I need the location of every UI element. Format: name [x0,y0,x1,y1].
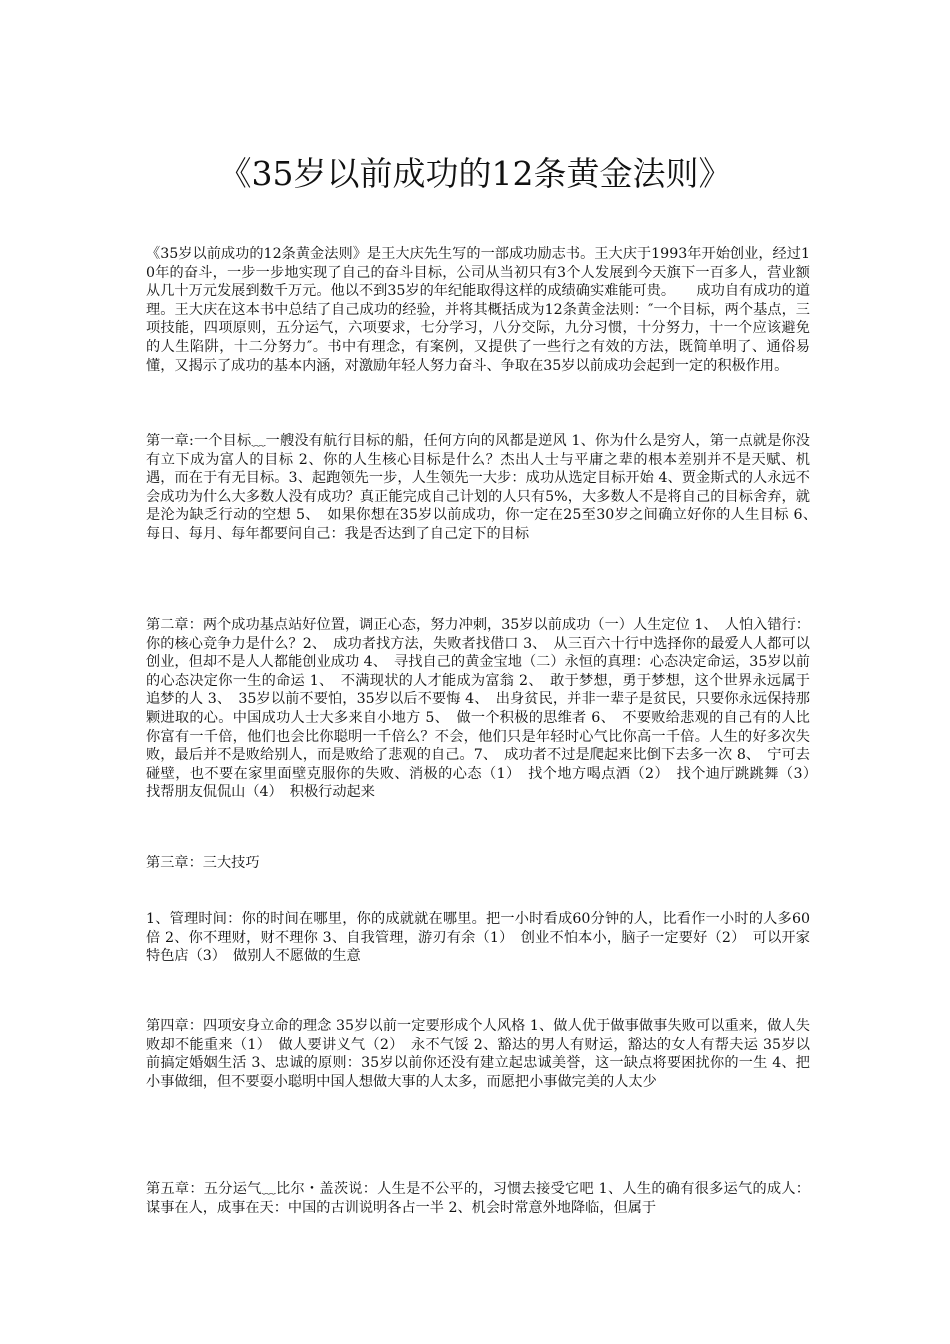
intro-paragraph: 《35岁以前成功的12条黄金法则》是王大庆先生写的一部成功励志书。王大庆于1993年开始创业，经过10年的奋斗，一步一步地实现了自己的奋斗目标，公司从当初只有3个人发展到今天旗下一百多人，营业额从几十万元发展到数千万元。他以不到35岁的年纪能取得这样的成绩确实难能可贵。 成功自有成功的道理。王大庆在这本书中总结了自己成功的经验，并将其概括成为12条黄金法则：″一个目标，两个基点，三项技能，四项原则，五分运气，六项要求，七分学习，八分交际，九分习惯，十分努力，十一个应该避免的人生陷阱，十二分努力″。书中有理念，有案例，又提供了一些行之有效的方法，既简单明了、通俗易懂，又揭示了成功的基本内涵，对激励年轻人努力奋斗、争取在35岁以前成功会起到一定的积极作用。 [146,246,810,374]
chapter-1-paragraph: 第一章:一个目标﹏一艘没有航行目标的船，任何方向的风都是逆风 1、你为什么是穷人，第一点就是你没有立下成为富人的目标 2、你的人生核心目标是什么？杰出人士与平庸之辈的根本差别并不是天赋、机遇，而在于有无目标。3、起跑领先一步，人生领先一大步：成功从选定目标开始 4、贾金斯式的人永远不会成功为什么大多数人没有成功？真正能完成自己计划的人只有5%，大多数人不是将自己的目标舍弃，就是沦为缺乏行动的空想 5、 如果你想在35岁以前成功，你一定在25至30岁之间确立好你的人生目标 6、 每日、每月、每年都要问自己：我是否达到了自己定下的目标 [146,433,825,542]
chapter-3-heading: 第三章：三大技巧 [146,855,260,871]
document-title: 《35岁以前成功的12条黄金法则》 [218,154,732,193]
chapter-2-paragraph: 第二章：两个成功基点站好位置，调正心态，努力冲刺，35岁以前成功（一）人生定位 1、 人怕入错行：你的核心竞争力是什么？2、 成功者找方法，失败者找借口 3、 从三百六十行中选择你的最爱人人都可以创业，但却不是人人都能创业成功 4、 寻找自己的黄金宝地（二）永恒的真理：心态决定命运，35岁以前的心态决定你一生的命运 1、 不满现状的人才能成为富翁 2、 敢于梦想，勇于梦想，这个世界永远属于追梦的人 3、 35岁以前不要怕，35岁以后不要悔 4、 出身贫民，并非一辈子是贫民，只要你永远保持那颗进取的心。中国成功人士大多来自小地方 5、 做一个积极的思维者 6、 不要败给悲观的自己有的人比你富有一千倍，他们也会比你聪明一千倍么？不会，他们只是年轻时心气比你高一千倍。人生的好多次失败，最后并不是败给别人，而是败给了悲观的自己。7、 成功者不过是爬起来比倒下去多一次 8、 宁可去碰壁，也不要在家里面壁克服你的失败、消极的心态（1） 找个地方喝点酒（2） 找个迪厅跳跳舞（3） 找帮朋友侃侃山（4） 积极行动起来 [146,617,825,801]
chapter-4-paragraph: 第四章：四项安身立命的理念 35岁以前一定要形成个人风格 1、做人优于做事做事失败可以重来，做人失败却不能重来（1） 做人要讲义气（2） 永不气馁 2、豁达的男人有财运，豁达的女人有帮夫运 35岁以前搞定婚姻生活 3、忠诚的原则：35岁以前你还没有建立起忠诚美誉，这一缺点将要困扰你的一生 4、把小事做细，但不要耍小聪明中国人想做大事的人太多，而愿把小事做完美的人太少 [146,1018,810,1090]
chapter-5-paragraph: 第五章：五分运气﹏比尔・盖茨说：人生是不公平的，习惯去接受它吧 1、人生的确有很多运气的成人：谋事在人，成事在天：中国的古训说明各占一半 2、机会时常意外地降临，但属于 [146,1181,810,1216]
chapter-3-paragraph: 1、管理时间：你的时间在哪里，你的成就就在哪里。把一小时看成60分钟的人，比看作一小时的人多60倍 2、你不理财，财不理你 3、自我管理，游刃有余（1） 创业不怕本小，脑子一定要好（2） 可以开家特色店（3） 做别人不愿做的生意 [146,911,810,965]
